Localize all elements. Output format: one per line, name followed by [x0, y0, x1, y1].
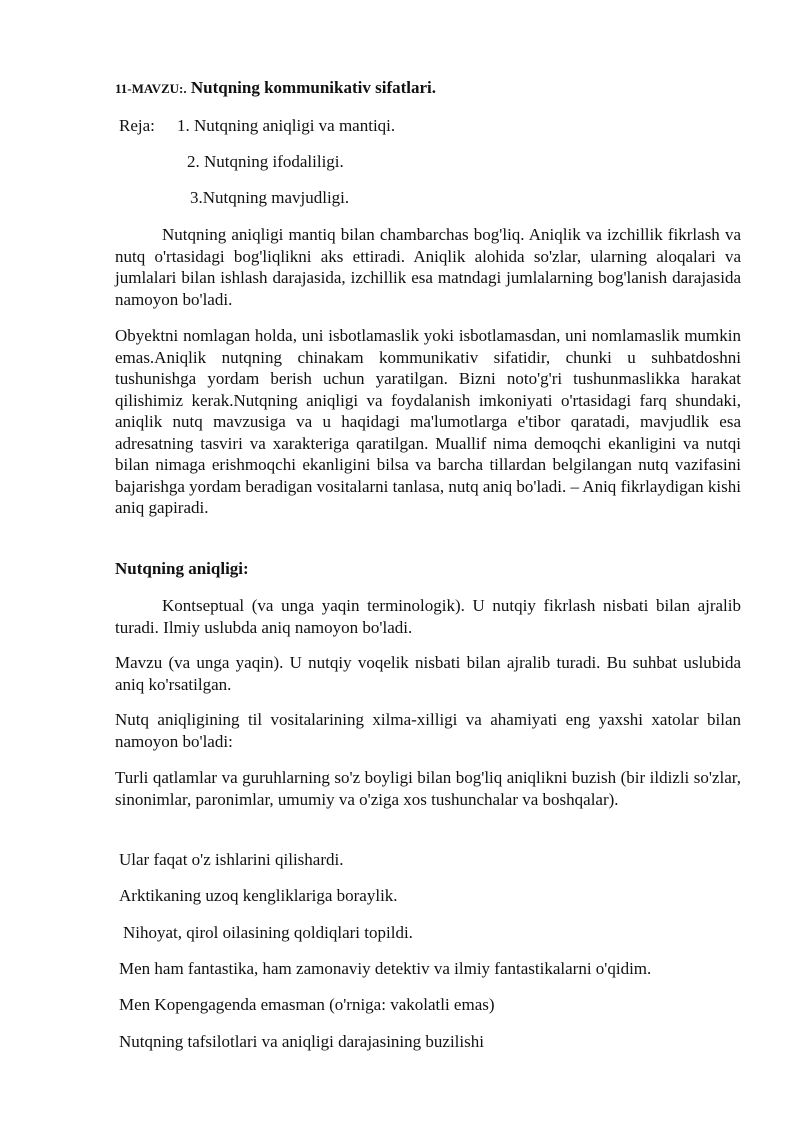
paragraph: Nutqning aniqligi mantiq bilan chambarchas bog'liq. Aniqlik va izchillik fikrlash va nutq o'rtasidagi bog'liqlikni aks ettiradi. Aniqlik alohida so'zlar, ularning aloqalari va jumlalari bilan ishlash darajasida, izchillik esa matndagi jumlalarning bog'lanish darajasida namoyon bo'ladi. [115, 225, 741, 309]
plan-label: Reja: [119, 116, 155, 135]
example-sentence: Nutqning tafsilotlari va aniqligi darajasining buzilishi [119, 1032, 484, 1051]
paragraph: Obyektni nomlagan holda, uni isbotlamaslik yoki isbotlamasdan, uni nomlamaslik mumkin emas.Aniqlik nutqning chinakam kommunikativ sifatidir, chunki u suhbatdoshni tushunishga yordam berish uchun yaratilgan. Bizni noto'g'ri tushunmaslikka harakat qilishimiz kerak.Nutqning aniqligi va foydalanish imkoniyati o'rtasidagi farq shundaki, aniqlik nutq mavzusiga va u haqidagi ma'lumotlarga e'tibor qaratadi, mavjudlik esa adresatning tasviri va xarakteriga qaratilgan. Muallif nima demoqchi ekanligini va nutqi bilan nimaga erishmoqchi ekanligini bilsa va barcha tillardan belgilangan nutq vazifasini bajarishga yordam beradigan vositalarni tanlasa, nutq aniq bo'ladi. – Aniq fikrlaydigan kishi aniq gapiradi. [115, 326, 741, 517]
paragraph: Turli qatlamlar va guruhlarning so'z boyligi bilan bog'liq aniqlikni buzish (bir ildizli so'zlar, sinonimlar, paronimlar, umumiy va o'ziga xos tushunchalar va boshqalar). [115, 768, 741, 809]
example-sentence: Ular faqat o'z ishlarini qilishardi. [119, 850, 344, 869]
example-sentence: Nihoyat, qirol oilasining qoldiqlari topildi. [123, 923, 413, 942]
section-heading: Nutqning aniqligi: [115, 559, 249, 578]
paragraph: Nutq aniqligining til vositalarining xilma-xilligi va ahamiyati eng yaxshi xatolar bilan namoyon bo'ladi: [115, 710, 741, 751]
plan-item: 1. Nutqning aniqligi va mantiqi. [177, 116, 396, 135]
paragraph: Kontseptual (va unga yaqin terminologik). U nutqiy fikrlash nisbati bilan ajralib turadi. Ilmiy uslubda aniq namoyon bo'ladi. [115, 596, 741, 637]
example-sentence: Men ham fantastika, ham zamonaviy detektiv va ilmiy fantastikalarni o'qidim. [119, 959, 652, 978]
topic-number: 11-MAVZU:. [115, 81, 187, 96]
plan-item: 2. Nutqning ifodaliligi. [187, 152, 344, 171]
example-sentence: Arktikaning uzoq kengliklariga boraylik. [119, 886, 398, 905]
plan-item: 3.Nutqning mavjudligi. [190, 188, 350, 207]
example-sentence: Men Kopengagenda emasman (o'rniga: vakolatli emas) [119, 995, 495, 1014]
paragraph: Mavzu (va unga yaqin). U nutqiy voqelik nisbati bilan ajralib turadi. Bu suhbat uslubida aniq ko'rsatilgan. [115, 653, 741, 694]
page-title [115, 77, 436, 99]
topic-title: Nutqning kommunikativ sifatlari. [190, 78, 437, 97]
